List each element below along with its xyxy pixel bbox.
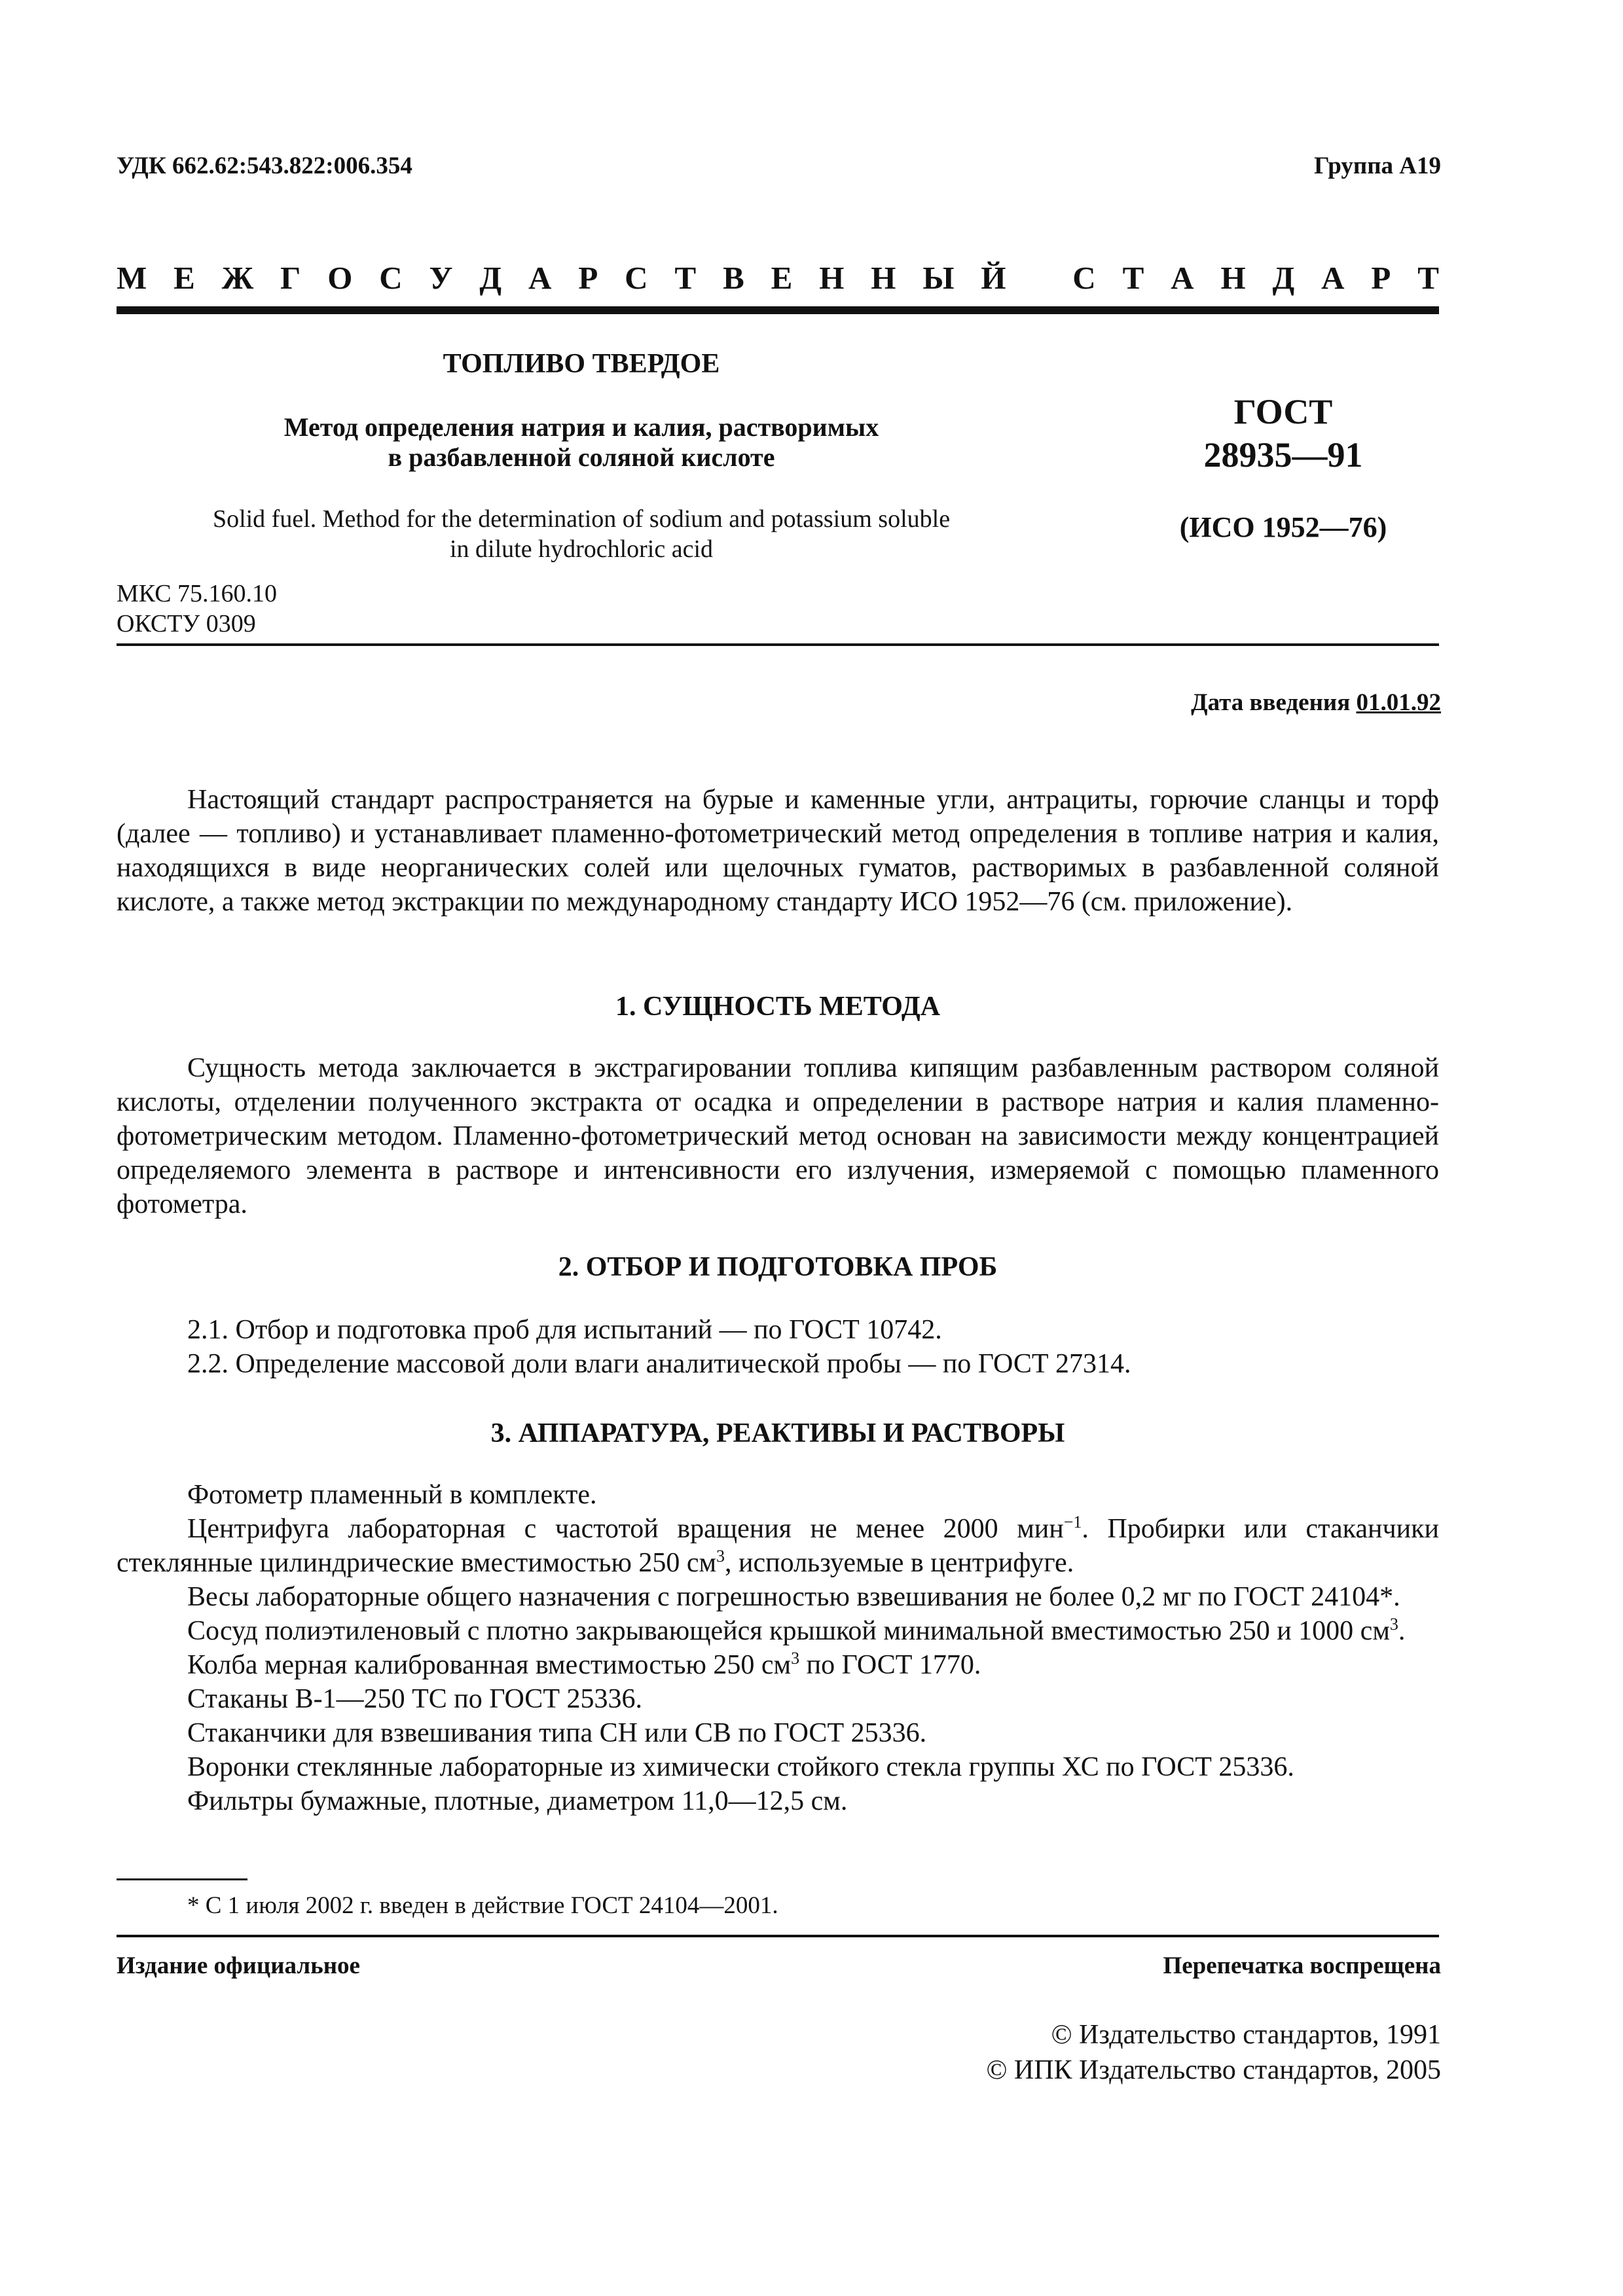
banner-letter: Ж (221, 260, 254, 296)
banner-letter: М (117, 260, 147, 296)
gost-label: ГОСТ (1233, 392, 1333, 431)
intro-date (1191, 689, 1441, 717)
group-code: Группа А19 (1314, 152, 1441, 179)
gost-number: 28935—91 (1203, 435, 1363, 475)
apparatus-item: Центрифуга лабораторная с частотой вращения не менее 2000 мин$^{-1}$. Пробирки или стаканчики стеклянные цилиндрические вместимостью 250 $см^3$, используемые в центрифуге. (117, 1513, 1439, 1578)
intro-paragraph: Настоящий стандарт распространяется на бурые и каменные угли, антрациты, горючие сланцы и торф (далее — топливо) и устанавливает пламенно-фотометрический метод определения в топливе натрия и калия, находящихся в виде неорганических солей или щелочных гуматов, растворимых в разбавленной соляной кислоте, а также метод экстракции по международному стандарту ИСО 1952—76 (см. приложение). (117, 785, 1439, 917)
section-1-text: Сущность метода заключается в экстрагировании топлива кипящим разбавленным раствором соляной кислоты, отделении полученного экстракта от осадка и определении в растворе натрия и калия пламенно-фотометрическим методом. Пламенно-фотометрический метод основан на зависимости между концентрацией определяемого элемента в растворе и интенсивности его излучения, измеряемой с помощью пламенного фотометра. (117, 1053, 1439, 1219)
apparatus-item: Колба мерная калиброванная вместимостью 250 $см^3$ по ГОСТ 1770. (187, 1649, 981, 1680)
udk-code: УДК 662.62:543.822:006.354 (117, 152, 412, 179)
banner-letter: Д (479, 260, 502, 296)
banner-letter: О (327, 260, 353, 296)
banner-letter: Т (674, 260, 697, 296)
standard-banner (117, 259, 1439, 296)
edition-official: Издание официальное (117, 1952, 360, 1979)
section-2-list (187, 1313, 1439, 1381)
banner-letter: Н (819, 260, 845, 296)
apparatus-item: Стаканы В-1—250 ТС по ГОСТ 25336. (187, 1684, 642, 1714)
banner-letter: Ы (922, 260, 955, 296)
banner-letter: А (1321, 260, 1345, 296)
banner-rule (117, 306, 1439, 314)
banner-letter: А (1171, 260, 1194, 296)
banner-letter: С (625, 260, 648, 296)
apparatus-item: Сосуд полиэтиленовый с плотно закрывающейся крышкой минимальной вместимостью 250 и 1000 $см^3$. (187, 1615, 1406, 1646)
apparatus-item: Фотометр пламенный в комплекте. (187, 1480, 597, 1510)
banner-letter: Н (1220, 260, 1246, 296)
footnote-rule (117, 1878, 247, 1880)
title-english-line2: in dilute hydrochloric acid (449, 535, 714, 563)
apparatus-item: Стаканчики для взвешивания типа СН или СВ по ГОСТ 25336. (187, 1718, 927, 1748)
banner-letter: Р (1371, 260, 1391, 296)
okstu-code: ОКСТУ 0309 (117, 610, 256, 637)
banner-gap (1032, 259, 1046, 296)
banner-letter: Т (1122, 260, 1144, 296)
banner-letter: Е (771, 260, 793, 296)
title-english-line1: Solid fuel. Method for the determination of sodium and potassium soluble (212, 505, 951, 533)
title-sub (117, 412, 1046, 473)
list-item: 2.1. Отбор и подготовка проб для испытаний — по ГОСТ 10742. (187, 1315, 942, 1345)
banner-letter: Н (871, 260, 896, 296)
banner-letter: С (379, 260, 403, 296)
apparatus-item: Воронки стеклянные лабораторные из химически стойкого стекла группы ХС по ГОСТ 25336. (187, 1752, 1294, 1782)
banner-letter: У (429, 260, 453, 296)
apparatus-item: Фильтры бумажные, плотные, диаметром 11,0—12,5 см. (187, 1786, 848, 1816)
banner-letter: Г (280, 260, 301, 296)
footnote: * С 1 июля 2002 г. введен в действие ГОСТ 24104—2001. (187, 1892, 778, 1919)
section-2-title: 2. ОТБОР И ПОДГОТОВКА ПРОБ (558, 1252, 998, 1282)
intro-date-value: 01.01.92 (1356, 689, 1441, 716)
banner-letter: Й (981, 260, 1006, 296)
title-main: ТОПЛИВО ТВЕРДОЕ (443, 349, 720, 379)
banner-letter: Т (1417, 260, 1439, 296)
section-1-title: 1. СУЩНОСТЬ МЕТОДА (615, 992, 941, 1022)
section-3-title: 3. АППАРАТУРА, РЕАКТИВЫ И РАСТВОРЫ (490, 1418, 1065, 1448)
banner-letter: А (528, 260, 552, 296)
intro-date-label: Дата введения (1191, 689, 1357, 716)
banner-letter: Р (578, 260, 598, 296)
banner-letter: С (1072, 260, 1096, 296)
copyright-block (986, 2017, 1441, 2088)
classification-codes (117, 579, 277, 639)
gost-number-block (1074, 390, 1493, 476)
banner-letter: В (723, 260, 744, 296)
title-english (117, 504, 1046, 564)
title-rule (117, 643, 1439, 646)
title-sub-line2: в разбавленной соляной кислоте (388, 442, 775, 472)
copyright-line: © Издательство стандартов, 1991 (1051, 2020, 1441, 2050)
footer-rule (117, 1935, 1439, 1937)
banner-letter: Д (1272, 260, 1295, 296)
reprint-prohibited: Перепечатка воспрещена (1163, 1952, 1441, 1979)
mks-code: МКС 75.160.10 (117, 580, 278, 607)
title-sub-line1: Метод определения натрия и калия, растворимых (283, 412, 879, 442)
iso-reference: (ИСО 1952—76) (1179, 511, 1387, 543)
section-3-body (117, 1478, 1439, 1818)
list-item: 2.2. Определение массовой доли влаги аналитической пробы — по ГОСТ 27314. (187, 1349, 1131, 1379)
apparatus-item: Весы лабораторные общего назначения с погрешностью взвешивания не более 0,2 мг по ГОСТ 24104*. (187, 1582, 1400, 1612)
copyright-line: © ИПК Издательство стандартов, 2005 (986, 2055, 1441, 2085)
banner-letter: Е (173, 260, 195, 296)
